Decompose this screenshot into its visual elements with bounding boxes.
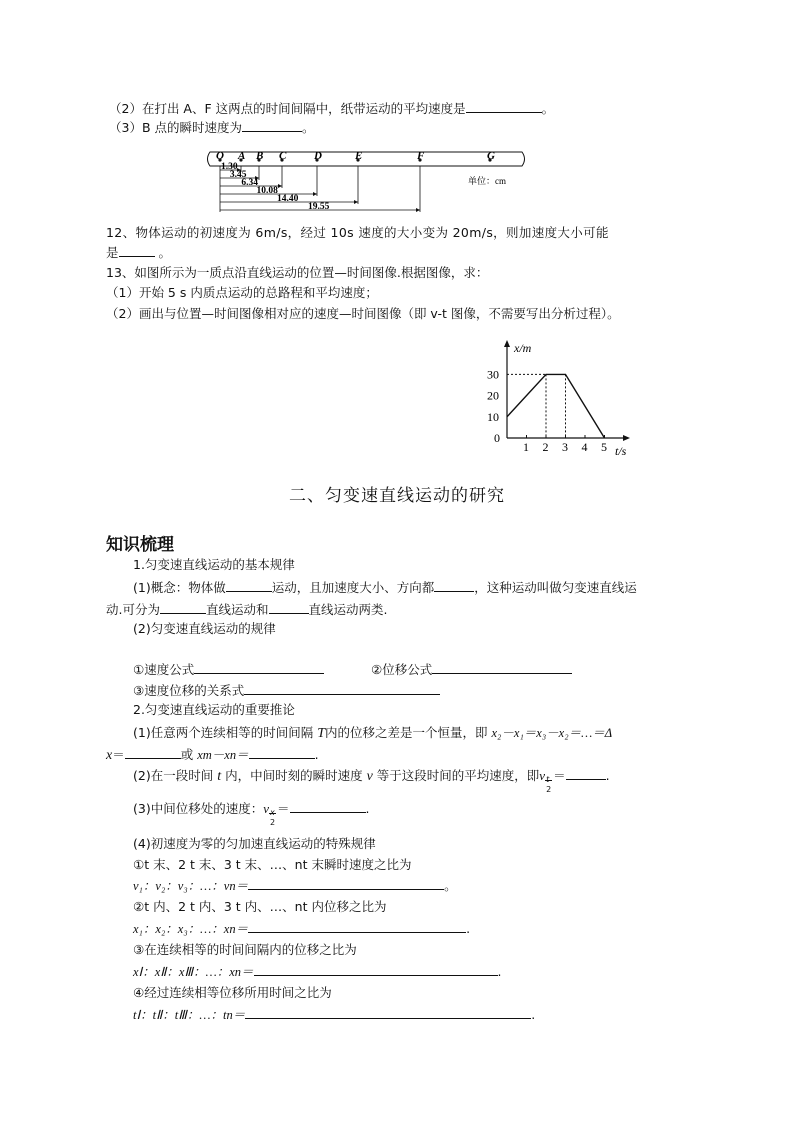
tape-distance: 6.34: [241, 178, 259, 188]
question-13-part2: （2）画出与位置—时间图像相对应的速度—时间图像（即 v-t 图像，不需要写出分析过程）。: [106, 306, 620, 321]
k1-title: 1.匀变速直线运动的基本规律: [133, 557, 295, 572]
k1-concept: (1)概念：物体做 运动，且加速度大小、方向都 ，这种运动叫做匀变速直线运: [133, 580, 637, 595]
tape-arrow: [354, 200, 358, 204]
ratio-3-label: ③在连续相等的时间间隔内的位移之比为: [133, 942, 357, 957]
tape-label-B: B: [256, 150, 264, 162]
tape-distance: 10.08: [256, 186, 278, 196]
k2-inference-2: (2)在一段时间 t 内，中间时刻的瞬时速度 v 等于这段时间的平均速度，即v t 2 ＝ .: [133, 768, 610, 794]
answer-blank[interactable]: [466, 99, 542, 113]
displacement-formula: ②位移公式: [371, 660, 572, 679]
x-tick-label: 4: [581, 440, 588, 454]
tape-distance: 3.45: [229, 170, 247, 180]
y-tick-label: 20: [487, 388, 499, 403]
k2-inference-3: (3)中间位移处的速度：v x 2 ＝ .: [133, 801, 370, 827]
y-tick-label: 30: [487, 367, 499, 382]
k1-rules: (2)匀变速直线运动的规律: [133, 621, 276, 636]
question-12-line2: 是 。: [106, 245, 171, 260]
knowledge-heading: 知识梳理: [106, 535, 174, 555]
position-time-chart: [470, 335, 640, 465]
velocity-formula: ①速度公式: [133, 660, 324, 679]
answer-blank[interactable]: [290, 799, 366, 813]
k2-title: 2.匀变速直线运动的重要推论: [133, 702, 295, 717]
answer-blank[interactable]: [248, 876, 444, 890]
ratio-1-label: ①t 末、2 t 末、3 t 末、…、nt 末瞬时速度之比为: [133, 857, 412, 872]
answer-blank[interactable]: [160, 600, 206, 614]
k2-inference-1-cont: x＝ 或 xm－xn＝ .: [106, 747, 319, 763]
paper-tape-diagram: [200, 148, 530, 218]
question-part-2: （2）在打出 A、F 这两点的时间间隔中，纸带运动的平均速度是 。: [109, 101, 555, 116]
tape-label-O: O: [216, 150, 224, 162]
x-axis-arrow: [623, 435, 630, 441]
ratio-2-label: ②t 内、2 t 内、3 t 内、…、nt 内位移之比为: [133, 899, 387, 914]
answer-blank[interactable]: [566, 766, 606, 780]
answer-blank[interactable]: [248, 919, 466, 933]
x-tick-label: 5: [601, 440, 607, 454]
answer-blank[interactable]: [194, 660, 324, 674]
answer-blank[interactable]: [244, 681, 440, 695]
tape-distance: 14.40: [277, 194, 299, 204]
ratio-3: xⅠ：xⅡ：xⅢ：…：xn＝ .: [133, 964, 502, 979]
tape-arrow: [278, 184, 282, 188]
y-tick-label: 10: [487, 409, 499, 424]
answer-blank[interactable]: [269, 600, 309, 614]
v-symbol: v: [263, 801, 269, 816]
question-13-part1: （1）开始 5 s 内质点运动的总路程和平均速度；: [106, 285, 378, 300]
tape-label-G: G: [487, 150, 495, 162]
answer-blank[interactable]: [119, 243, 155, 257]
tape-label-F: F: [417, 150, 425, 162]
answer-blank[interactable]: [434, 578, 474, 592]
y-axis-arrow: [504, 340, 510, 347]
answer-blank[interactable]: [249, 745, 315, 759]
x-tick-label: 2: [542, 440, 549, 454]
tape-label-A: A: [238, 150, 246, 162]
k2-inference-4: (4)初速度为零的匀加速直线运动的特殊规律: [133, 836, 376, 851]
ratio-2: x₁：x₂：x₃：…：xn＝ .: [133, 921, 471, 936]
tape-label-C: C: [279, 150, 287, 162]
answer-blank[interactable]: [242, 118, 302, 132]
answer-blank[interactable]: [245, 1005, 531, 1019]
tape-distance: 1.30: [221, 162, 238, 172]
ratio-4-label: ④经过连续相等位移所用时间之比为: [133, 985, 332, 1000]
tape-arrow: [313, 192, 317, 196]
k1-concept-cont: 动.可分为 直线运动和 直线运动两类.: [106, 602, 388, 617]
tape-unit: 单位：cm: [468, 176, 506, 186]
k2-inference-1: (1)任意两个连续相等的时间间隔 T内的位移之差是一个恒量，即 x₂－x₁＝x₃－x₂＝…＝Δ: [133, 725, 613, 741]
subscript-fraction: t 2: [546, 775, 552, 794]
question-12: 12、物体运动的初速度为 6m/s，经过 10s 速度的大小变为 20m/s，则加速度大小可能: [106, 225, 609, 240]
position-series-line: [507, 374, 605, 438]
answer-blank[interactable]: [432, 660, 572, 674]
x-tick-label: 3: [562, 440, 568, 454]
answer-blank[interactable]: [226, 578, 272, 592]
velocity-displacement-relation: ③速度位移的关系式: [133, 681, 440, 700]
section-title: 二、匀变速直线运动的研究: [289, 486, 505, 506]
answer-blank[interactable]: [125, 745, 181, 759]
answer-blank[interactable]: [254, 962, 498, 976]
y-tick-label: 0: [494, 431, 500, 445]
x-axis-label: t/s: [615, 444, 627, 458]
v-symbol: v: [539, 768, 546, 783]
tape-arrow: [416, 208, 420, 212]
ratio-1: v₁：v₂：v₃：…：vn＝ 。: [133, 878, 457, 893]
y-axis-label: x/m: [514, 341, 532, 355]
tape-distance: 19.55: [308, 202, 330, 212]
tape-label-E: E: [355, 150, 363, 162]
ratio-4: tⅠ：tⅡ：tⅢ：…：tn＝ .: [133, 1007, 536, 1022]
tape-label-D: D: [314, 150, 322, 162]
subscript-fraction: x 2: [270, 808, 276, 827]
question-part-3: （3）B 点的瞬时速度为 。: [109, 120, 315, 135]
x-tick-label: 1: [523, 440, 529, 454]
question-13: 13、如图所示为一质点沿直线运动的位置—时间图像.根据图像，求：: [106, 265, 489, 280]
